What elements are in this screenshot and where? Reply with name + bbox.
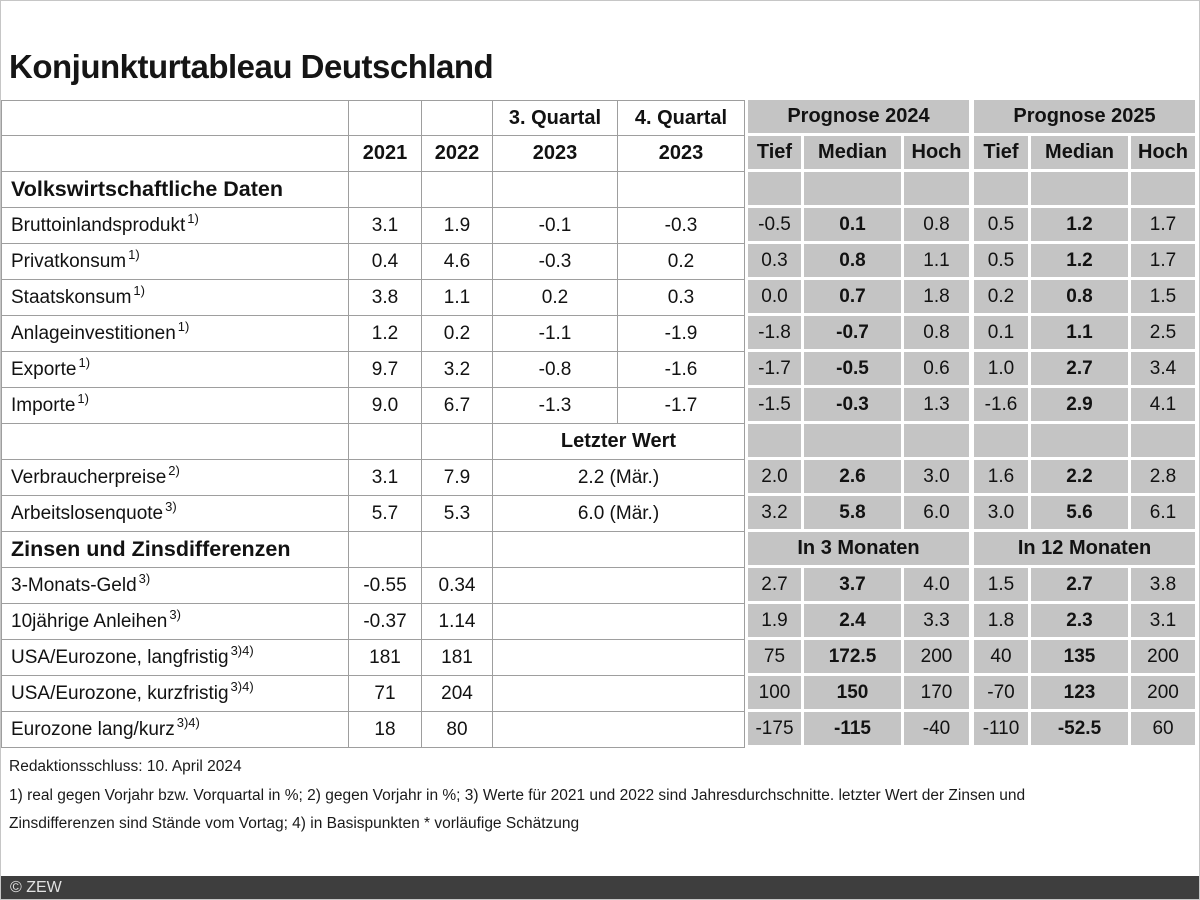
forecast-cell: 0.6 [904, 352, 972, 388]
row-label [1, 604, 349, 640]
row-label [1, 208, 349, 244]
forecast-cell: 1.0 [972, 352, 1031, 388]
value-cell: 1.14 [422, 604, 493, 640]
table-row [1, 100, 1198, 136]
forecast-cell: -0.7 [804, 316, 904, 352]
copyright-bar [1, 876, 1199, 899]
row-label [1, 640, 349, 676]
forecast-cell: 1.1 [1031, 316, 1131, 352]
footnote-line-1: 1) real gegen Vorjahr bzw. Vorquartal in %; 2) gegen Vorjahr in %; 3) Werte für 2021 und 2022 sind Jahresdurchschnitte. letzter Wert der Zinsen und [9, 787, 1026, 804]
header-2021: 2021 [349, 136, 422, 172]
forecast-cell: 3.3 [904, 604, 972, 640]
row-label-text: Bruttoinlandsprodukt [11, 214, 186, 236]
footnote-marker: 3)4) [176, 715, 200, 731]
redaktionsschluss: Redaktionsschluss: 10. April 2024 [9, 758, 242, 775]
forecast-cell: 2.0 [745, 460, 804, 496]
row-label [1, 712, 349, 748]
forecast-cell: 172.5 [804, 640, 904, 676]
value-cell: 0.2 [618, 244, 745, 280]
empty-cell [349, 532, 422, 568]
forecast-cell: 0.5 [972, 208, 1031, 244]
copyright-label: © ZEW [10, 878, 62, 896]
forecast-cell: 150 [804, 676, 904, 712]
forecast-cell: 4.0 [904, 568, 972, 604]
header-tief-2025: Tief [972, 136, 1031, 172]
table-row [1, 712, 1198, 748]
table-row [1, 460, 1198, 496]
table-row [1, 280, 1198, 316]
value-cell: -0.8 [493, 352, 618, 388]
header-prognose-2024: Prognose 2024 [745, 100, 972, 136]
row-label [1, 460, 349, 496]
section-label: Volkswirtschaftliche Daten [1, 172, 349, 208]
table-row [1, 388, 1198, 424]
forecast-cell: 0.3 [745, 244, 804, 280]
value-cell: 1.1 [422, 280, 493, 316]
forecast-cell: 1.2 [1031, 208, 1131, 244]
row-label-text: Eurozone lang/kurz [11, 718, 175, 740]
forecast-cell: 2.7 [1031, 352, 1131, 388]
value-cell: 181 [422, 640, 493, 676]
empty-cell [493, 532, 745, 568]
footnote-marker: 1) [77, 391, 89, 407]
forecast-cell: 2.2 [1031, 460, 1131, 496]
value-cell: 7.9 [422, 460, 493, 496]
forecast-cell: 170 [904, 676, 972, 712]
merged-value-cell: 2.2 (Mär.) [493, 460, 745, 496]
forecast-cell: 1.9 [745, 604, 804, 640]
right-section-label: In 3 Monaten [745, 532, 972, 568]
value-cell: 9.0 [349, 388, 422, 424]
value-cell: 5.3 [422, 496, 493, 532]
forecast-cell: 3.1 [1131, 604, 1198, 640]
forecast-cell: 200 [1131, 676, 1198, 712]
value-cell: -1.3 [493, 388, 618, 424]
empty-cell [1, 136, 349, 172]
empty-cell [904, 172, 972, 208]
row-label-text: 3-Monats-Geld [11, 574, 137, 596]
footnote-marker: 1) [78, 355, 91, 371]
row-label-text: Anlageinvestitionen [11, 322, 176, 344]
row-label-text: USA/Eurozone, kurzfristig [11, 682, 229, 704]
forecast-cell: -115 [804, 712, 904, 748]
row-label [1, 244, 349, 280]
row-label [1, 496, 349, 532]
value-cell: -0.1 [493, 208, 618, 244]
forecast-cell: 6.0 [904, 496, 972, 532]
empty-cell [804, 172, 904, 208]
row-label-text: Staatskonsum [11, 286, 132, 308]
row-label-text: USA/Eurozone, langfristig [11, 646, 229, 668]
header-median-2024: Median [804, 136, 904, 172]
row-label [1, 676, 349, 712]
forecast-cell: -0.5 [804, 352, 904, 388]
merged-header-cell: Letzter Wert [493, 424, 745, 460]
row-label [1, 388, 349, 424]
forecast-cell: 60 [1131, 712, 1198, 748]
forecast-cell: -0.5 [745, 208, 804, 244]
value-cell: -1.6 [618, 352, 745, 388]
header-2022: 2022 [422, 136, 493, 172]
footnote-marker: 3) [138, 571, 151, 587]
forecast-cell: -1.6 [972, 388, 1031, 424]
main-table [1, 100, 1198, 748]
empty-cell [972, 424, 1031, 460]
forecast-cell: -1.5 [745, 388, 804, 424]
forecast-cell: 1.2 [1031, 244, 1131, 280]
table-row [1, 244, 1198, 280]
forecast-cell: -175 [745, 712, 804, 748]
header-hoch-2025: Hoch [1131, 136, 1198, 172]
empty-cell [349, 172, 422, 208]
row-label-text: Exporte [11, 358, 77, 380]
header-tief-2024: Tief [745, 136, 804, 172]
table-row [1, 640, 1198, 676]
header-q3: 3. Quartal [493, 100, 618, 136]
forecast-cell: 2.7 [1031, 568, 1131, 604]
empty-cell [1131, 424, 1198, 460]
row-label-text: Privatkonsum [11, 250, 127, 272]
header-q4: 4. Quartal [618, 100, 745, 136]
forecast-cell: 3.0 [972, 496, 1031, 532]
footnote-marker: 2) [168, 463, 180, 479]
value-cell: 3.1 [349, 460, 422, 496]
header-prognose-2025: Prognose 2025 [972, 100, 1198, 136]
forecast-cell: 2.5 [1131, 316, 1198, 352]
table-row [1, 172, 1198, 208]
forecast-cell: 0.7 [804, 280, 904, 316]
table-row [1, 676, 1198, 712]
value-cell: -1.7 [618, 388, 745, 424]
table-row [1, 208, 1198, 244]
header-median-2025: Median [1031, 136, 1131, 172]
forecast-cell: 5.6 [1031, 496, 1131, 532]
header-2023-q3: 2023 [493, 136, 618, 172]
value-cell: 3.8 [349, 280, 422, 316]
forecast-cell: 100 [745, 676, 804, 712]
footnote-marker: 3)4) [230, 679, 254, 695]
row-label-text: Verbraucherpreise [11, 466, 167, 488]
value-cell: 0.2 [422, 316, 493, 352]
forecast-cell: 2.3 [1031, 604, 1131, 640]
forecast-cell: 1.6 [972, 460, 1031, 496]
forecast-cell: 0.8 [904, 316, 972, 352]
forecast-cell: 135 [1031, 640, 1131, 676]
forecast-cell: 6.1 [1131, 496, 1198, 532]
value-cell: -0.3 [493, 244, 618, 280]
forecast-cell: -70 [972, 676, 1031, 712]
forecast-cell: 1.5 [972, 568, 1031, 604]
empty-cell [618, 172, 745, 208]
value-cell: 181 [349, 640, 422, 676]
forecast-cell: 2.4 [804, 604, 904, 640]
table-row [1, 136, 1198, 172]
value-cell: 0.34 [422, 568, 493, 604]
section-label: Zinsen und Zinsdifferenzen [1, 532, 349, 568]
value-cell: -0.37 [349, 604, 422, 640]
empty-cell [1, 100, 349, 136]
forecast-cell: -1.7 [745, 352, 804, 388]
empty-cell [972, 172, 1031, 208]
merged-value-cell [493, 712, 745, 748]
footnote-marker: 3) [169, 607, 181, 623]
row-label-text: Importe [11, 394, 76, 416]
row-label [1, 316, 349, 352]
forecast-cell: 200 [904, 640, 972, 676]
forecast-cell: 123 [1031, 676, 1131, 712]
forecast-cell: -52.5 [1031, 712, 1131, 748]
forecast-cell: 4.1 [1131, 388, 1198, 424]
footnote-marker: 3)4) [230, 643, 254, 659]
forecast-cell: 3.4 [1131, 352, 1198, 388]
value-cell: 1.9 [422, 208, 493, 244]
forecast-cell: 0.1 [804, 208, 904, 244]
value-cell: 6.7 [422, 388, 493, 424]
forecast-cell: 1.8 [972, 604, 1031, 640]
table-row [1, 604, 1198, 640]
forecast-cell: 1.5 [1131, 280, 1198, 316]
value-cell: 4.6 [422, 244, 493, 280]
forecast-cell: 75 [745, 640, 804, 676]
forecast-cell: 40 [972, 640, 1031, 676]
forecast-cell: 0.8 [1031, 280, 1131, 316]
merged-value-cell [493, 568, 745, 604]
empty-cell [1, 424, 349, 460]
forecast-cell: 0.1 [972, 316, 1031, 352]
empty-cell [804, 424, 904, 460]
merged-value-cell [493, 676, 745, 712]
page-title: Konjunkturtableau Deutschland [9, 48, 494, 85]
footnote-marker: 1) [187, 211, 199, 227]
footnote-line-2: Zinsdifferenzen sind Stände vom Vortag; 4) in Basispunkten * vorläufige Schätzung [9, 815, 580, 832]
header-2023-q4: 2023 [618, 136, 745, 172]
empty-cell [1031, 172, 1131, 208]
right-section-label: In 12 Monaten [972, 532, 1198, 568]
value-cell: 0.2 [493, 280, 618, 316]
forecast-cell: 2.6 [804, 460, 904, 496]
merged-value-cell [493, 640, 745, 676]
forecast-cell: 0.2 [972, 280, 1031, 316]
merged-value-cell: 6.0 (Mär.) [493, 496, 745, 532]
empty-cell [745, 424, 804, 460]
forecast-cell: 0.8 [904, 208, 972, 244]
empty-cell [745, 172, 804, 208]
value-cell: 5.7 [349, 496, 422, 532]
footnote-marker: 1) [177, 319, 190, 335]
value-cell: 9.7 [349, 352, 422, 388]
empty-cell [1131, 172, 1198, 208]
footnote-marker: 1) [133, 283, 145, 299]
forecast-cell: -1.8 [745, 316, 804, 352]
forecast-cell: 0.8 [804, 244, 904, 280]
row-label [1, 352, 349, 388]
footnote-marker: 3) [165, 499, 177, 515]
value-cell: 80 [422, 712, 493, 748]
forecast-cell: 1.7 [1131, 208, 1198, 244]
row-label-text: 10jährige Anleihen [11, 610, 168, 632]
table-row [1, 532, 1198, 568]
empty-cell [422, 172, 493, 208]
forecast-cell: 3.8 [1131, 568, 1198, 604]
empty-cell [349, 424, 422, 460]
forecast-cell: -0.3 [804, 388, 904, 424]
value-cell: 18 [349, 712, 422, 748]
forecast-cell: 1.1 [904, 244, 972, 280]
table-row [1, 316, 1198, 352]
table-row [1, 568, 1198, 604]
empty-cell [349, 100, 422, 136]
empty-cell [493, 172, 618, 208]
value-cell: -0.3 [618, 208, 745, 244]
value-cell: 204 [422, 676, 493, 712]
forecast-cell: 5.8 [804, 496, 904, 532]
value-cell: 3.1 [349, 208, 422, 244]
forecast-cell: 1.3 [904, 388, 972, 424]
empty-cell [422, 532, 493, 568]
empty-cell [904, 424, 972, 460]
forecast-cell: 2.8 [1131, 460, 1198, 496]
empty-cell [1031, 424, 1131, 460]
forecast-cell: 2.9 [1031, 388, 1131, 424]
row-label-text: Arbeitslosenquote [11, 502, 164, 524]
empty-cell [422, 100, 493, 136]
value-cell: 3.2 [422, 352, 493, 388]
table-row [1, 496, 1198, 532]
footnote-marker: 1) [128, 247, 140, 263]
forecast-cell: 1.8 [904, 280, 972, 316]
forecast-cell: 2.7 [745, 568, 804, 604]
merged-value-cell [493, 604, 745, 640]
forecast-cell: 1.7 [1131, 244, 1198, 280]
header-hoch-2024: Hoch [904, 136, 972, 172]
forecast-cell: 3.0 [904, 460, 972, 496]
forecast-cell: -110 [972, 712, 1031, 748]
row-label [1, 568, 349, 604]
table-row [1, 424, 1198, 460]
forecast-cell: -40 [904, 712, 972, 748]
row-label [1, 280, 349, 316]
value-cell: -1.1 [493, 316, 618, 352]
forecast-cell: 3.2 [745, 496, 804, 532]
value-cell: -1.9 [618, 316, 745, 352]
value-cell: 0.3 [618, 280, 745, 316]
forecast-cell: 3.7 [804, 568, 904, 604]
value-cell: -0.55 [349, 568, 422, 604]
forecast-cell: 0.5 [972, 244, 1031, 280]
value-cell: 0.4 [349, 244, 422, 280]
value-cell: 1.2 [349, 316, 422, 352]
value-cell: 71 [349, 676, 422, 712]
table-row [1, 352, 1198, 388]
forecast-cell: 0.0 [745, 280, 804, 316]
empty-cell [422, 424, 493, 460]
forecast-cell: 200 [1131, 640, 1198, 676]
